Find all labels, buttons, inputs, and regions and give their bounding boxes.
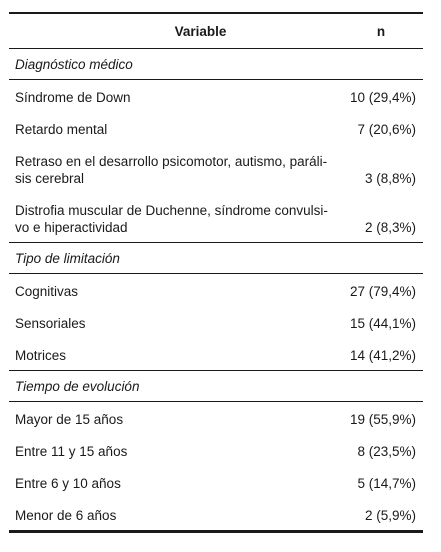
column-header-variable: Variable xyxy=(174,23,227,39)
table-row xyxy=(9,338,423,370)
row-value: 3 (8,8%) xyxy=(364,171,416,186)
row-label xyxy=(15,202,328,236)
section-title: Tipo de limitación xyxy=(15,250,120,266)
column-header-n: n xyxy=(376,23,386,39)
row-value: 19 (55,9%) xyxy=(349,412,416,427)
row-label: Cognitivas xyxy=(15,284,79,299)
row-value: 15 (44,1%) xyxy=(349,316,416,331)
section-heading-limitacion xyxy=(9,243,423,273)
table-row xyxy=(9,193,423,242)
data-table xyxy=(9,12,423,533)
section-title: Diagnóstico médico xyxy=(15,56,133,72)
table-row xyxy=(9,466,423,498)
row-label: Motrices xyxy=(15,348,67,363)
header-row xyxy=(9,14,423,48)
row-value: 14 (41,2%) xyxy=(349,348,416,363)
row-label-line: Retraso en el desarrollo psicomotor, autismo, parálі- xyxy=(15,154,328,169)
row-label-line: vo e hiperactividad xyxy=(15,220,128,235)
section-title: Tiempo de evolución xyxy=(15,378,140,394)
row-label: Retardo mental xyxy=(15,122,108,137)
table-row xyxy=(9,274,423,306)
table-row xyxy=(9,306,423,338)
table-row xyxy=(9,498,423,530)
table-row xyxy=(9,434,423,466)
row-value: 27 (79,4%) xyxy=(349,284,416,299)
row-value: 7 (20,6%) xyxy=(357,122,416,137)
row-label: Menor de 6 años xyxy=(15,508,117,523)
row-value: 5 (14,7%) xyxy=(357,476,416,491)
row-value: 10 (29,4%) xyxy=(349,90,416,105)
row-label-line: Distrofia muscular de Duchenne, síndrome convulsi- xyxy=(15,203,328,218)
row-label: Síndrome de Down xyxy=(15,90,131,105)
bottom-rule xyxy=(9,530,423,533)
row-label: Sensoriales xyxy=(15,316,86,331)
row-value: 2 (8,3%) xyxy=(364,220,416,235)
row-label: Entre 6 y 10 años xyxy=(15,476,121,491)
row-value: 8 (23,5%) xyxy=(357,444,416,459)
row-label: Mayor de 15 años xyxy=(15,412,124,427)
section-heading-evolucion xyxy=(9,371,423,401)
table-row xyxy=(9,80,423,112)
table-row xyxy=(9,112,423,144)
table-row xyxy=(9,402,423,434)
row-label-line: sis cerebral xyxy=(15,171,85,186)
table-row xyxy=(9,144,423,193)
row-label: Entre 11 y 15 años xyxy=(15,444,128,459)
section-heading-diagnostico xyxy=(9,49,423,79)
row-label xyxy=(15,153,327,187)
row-value: 2 (5,9%) xyxy=(364,508,416,523)
